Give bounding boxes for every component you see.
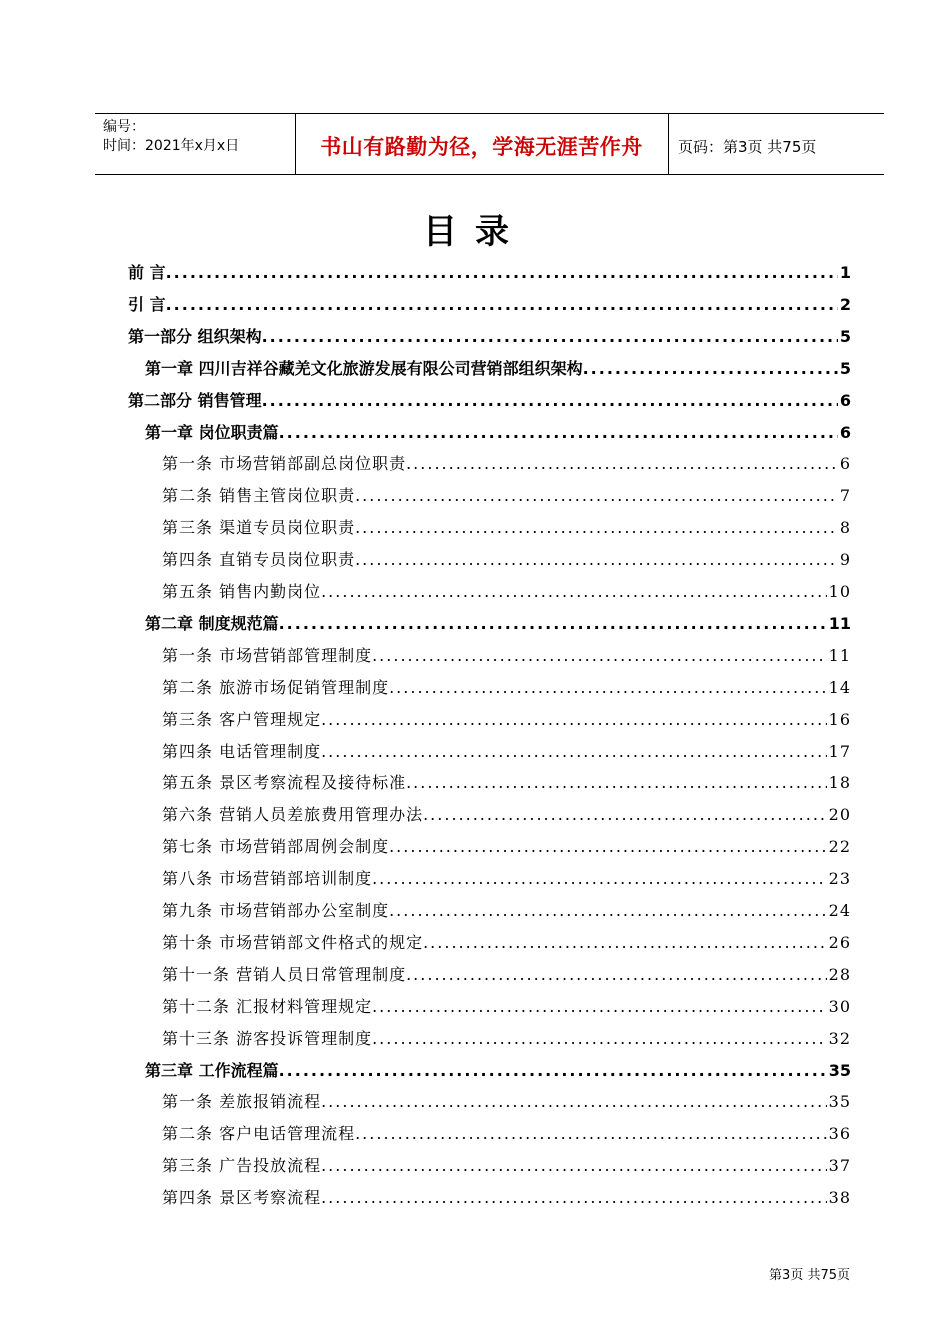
toc-entry-page: 38 [828, 1188, 851, 1208]
toc-entry-page: 22 [828, 837, 851, 857]
toc-leader-dots [262, 391, 838, 410]
toc-entry-label: 第二条 客户电话管理流程 [162, 1124, 356, 1144]
toc-entry-page: 8 [839, 518, 851, 538]
toc-leader-dots [372, 1029, 827, 1048]
toc-leader-dots [321, 1188, 827, 1207]
toc-entry[interactable] [162, 834, 851, 857]
toc-leader-dots [372, 869, 827, 888]
toc-entry[interactable] [162, 739, 851, 762]
toc-leader-dots [423, 805, 827, 824]
toc-leader-dots [166, 263, 838, 282]
page-header [95, 113, 884, 175]
toc-entry-label: 第三条 渠道专员岗位职责 [162, 518, 356, 538]
toc-entry-page: 2 [839, 294, 851, 314]
toc-entry-label: 第四条 电话管理制度 [162, 741, 322, 761]
toc-entry-page: 28 [828, 964, 851, 984]
toc-entry[interactable] [162, 770, 851, 793]
toc-leader-dots [372, 646, 827, 665]
toc-entry-label: 第一条 市场营销部管理制度 [162, 645, 373, 665]
toc-entry[interactable] [145, 611, 851, 634]
toc-entry-page: 20 [828, 805, 851, 825]
toc-entry-page: 32 [828, 1028, 851, 1048]
toc-leader-dots [583, 359, 838, 378]
toc-leader-dots [279, 614, 827, 633]
toc-entry[interactable] [128, 292, 851, 315]
toc-entry-label: 第二条 销售主管岗位职责 [162, 486, 356, 506]
toc-leader-dots [355, 486, 838, 505]
toc-entry[interactable] [162, 1185, 851, 1208]
toc-entry[interactable] [162, 579, 851, 602]
toc-entry-page: 1 [839, 263, 851, 282]
toc-entry-label: 第十二条 汇报材料管理规定 [162, 996, 373, 1016]
toc-entry[interactable] [162, 707, 851, 730]
toc-entry-page: 14 [828, 677, 851, 697]
toc-entry-label: 第十一条 营销人员日常管理制度 [162, 964, 407, 984]
toc-entry-label: 第十条 市场营销部文件格式的规定 [162, 932, 424, 952]
toc-entry-page: 23 [828, 869, 851, 889]
toc-entry[interactable] [145, 356, 851, 379]
toc-entry-page: 18 [828, 773, 851, 793]
toc-entry-page: 30 [828, 996, 851, 1016]
toc-entry[interactable] [162, 515, 851, 538]
toc-leader-dots [406, 773, 827, 792]
toc-entry[interactable] [145, 420, 851, 443]
toc-entry-page: 35 [828, 1060, 851, 1080]
toc-entry[interactable] [162, 1153, 851, 1176]
toc-entry-label: 第六条 营销人员差旅费用管理办法 [162, 805, 424, 825]
page-title: 目录 [423, 212, 527, 252]
toc-entry-page: 36 [828, 1124, 851, 1144]
toc-entry-label: 第一部分 组织架构 [128, 326, 262, 346]
toc-leader-dots [321, 710, 827, 729]
toc-leader-dots [279, 423, 838, 442]
toc-entry-label: 第九条 市场营销部办公室制度 [162, 901, 390, 920]
toc-entry[interactable] [128, 324, 851, 347]
toc-entry[interactable] [162, 994, 851, 1017]
toc-leader-dots [406, 454, 838, 473]
toc-entry-page: 5 [839, 358, 851, 378]
toc-entry[interactable] [162, 802, 851, 825]
toc-entry[interactable] [128, 260, 851, 283]
toc-entry[interactable] [162, 930, 851, 953]
toc-entry[interactable] [162, 483, 851, 506]
toc-entry-page: 6 [839, 422, 851, 442]
toc-entry-label: 引 言 [128, 294, 166, 314]
toc-entry-label: 第五条 景区考察流程及接待标准 [162, 773, 407, 793]
toc-entry-page: 11 [828, 613, 851, 633]
toc-entry-label: 第十三条 游客投诉管理制度 [162, 1028, 373, 1048]
toc-leader-dots [389, 678, 827, 697]
toc-entry-label: 第三条 客户管理规定 [162, 709, 322, 729]
toc-leader-dots [355, 1124, 827, 1143]
toc-entry-page: 6 [839, 454, 851, 474]
toc-leader-dots [389, 837, 827, 856]
toc-leader-dots [389, 901, 827, 920]
toc-entry[interactable] [162, 547, 851, 570]
toc-leader-dots [372, 997, 827, 1016]
toc-entry-label: 前 言 [128, 263, 166, 282]
toc-entry-page: 16 [828, 709, 851, 729]
toc-leader-dots [321, 1156, 827, 1175]
toc-entry[interactable] [162, 643, 851, 666]
toc-entry-page: 37 [828, 1156, 851, 1176]
toc-leader-dots [321, 1092, 827, 1111]
toc-entry-label: 第七条 市场营销部周例会制度 [162, 837, 390, 857]
toc-entry[interactable] [145, 1058, 851, 1081]
toc-entry-page: 17 [828, 741, 851, 761]
code-label: 编号： [103, 119, 145, 135]
toc-leader-dots [166, 295, 838, 314]
toc-entry-page: 9 [839, 550, 851, 570]
toc-leader-dots [279, 1061, 827, 1080]
toc-entry-label: 第四条 直销专员岗位职责 [162, 550, 356, 570]
header-divider [668, 114, 669, 174]
toc-leader-dots [423, 933, 827, 952]
toc-entry-page: 10 [828, 582, 851, 601]
page-footer: 第3页 共75页 [769, 1268, 850, 1283]
toc-entry-page: 35 [828, 1092, 851, 1112]
toc-entry-label: 第五条 销售内勤岗位 [162, 582, 322, 601]
toc-entry-label: 第八条 市场营销部培训制度 [162, 869, 373, 889]
header-motto: 书山有路勤为径，学海无涯苦作舟 [320, 135, 643, 159]
toc-leader-dots [355, 518, 838, 537]
toc-entry[interactable] [162, 898, 851, 921]
toc-entry-label: 第一条 差旅报销流程 [162, 1092, 322, 1112]
toc-entry-label: 第二章 制度规范篇 [145, 613, 279, 633]
toc-entry[interactable] [162, 451, 851, 474]
toc-entry-page: 6 [839, 390, 851, 410]
toc-entry-label: 第一章 四川吉祥谷藏羌文化旅游发展有限公司营销部组织架构 [145, 358, 583, 378]
toc-entry[interactable] [162, 962, 851, 985]
toc-entry-page: 26 [828, 932, 851, 952]
toc-entry-page: 5 [839, 326, 851, 346]
toc-entry-label: 第二条 旅游市场促销管理制度 [162, 677, 390, 697]
toc-entry-label: 第一条 市场营销部副总岗位职责 [162, 454, 407, 474]
toc-entry-label: 第四条 景区考察流程 [162, 1188, 322, 1208]
toc-entry[interactable] [162, 866, 851, 889]
header-page-info: 页码：第3页 共75页 [678, 138, 817, 156]
toc-entry-page: 11 [828, 645, 851, 665]
toc-entry-page: 7 [839, 486, 851, 506]
toc-entry[interactable] [162, 675, 851, 698]
toc-leader-dots [262, 327, 838, 346]
toc-leader-dots [355, 550, 838, 569]
toc-entry-label: 第一章 岗位职责篇 [145, 422, 279, 442]
toc-entry[interactable] [162, 1026, 851, 1049]
toc-entry-label: 第二部分 销售管理 [128, 390, 262, 410]
toc-leader-dots [406, 965, 827, 984]
toc-entry-page: 24 [828, 901, 851, 920]
toc-entry[interactable] [162, 1089, 851, 1112]
toc-entry[interactable] [128, 388, 851, 411]
toc-leader-dots [321, 582, 827, 601]
header-meta [103, 118, 293, 156]
toc-entry-label: 第三条 广告投放流程 [162, 1156, 322, 1176]
toc-entry-label: 第三章 工作流程篇 [145, 1060, 279, 1080]
time-label: 时间：2021年x月x日 [103, 138, 240, 154]
toc-leader-dots [321, 742, 827, 761]
toc-entry[interactable] [162, 1121, 851, 1144]
